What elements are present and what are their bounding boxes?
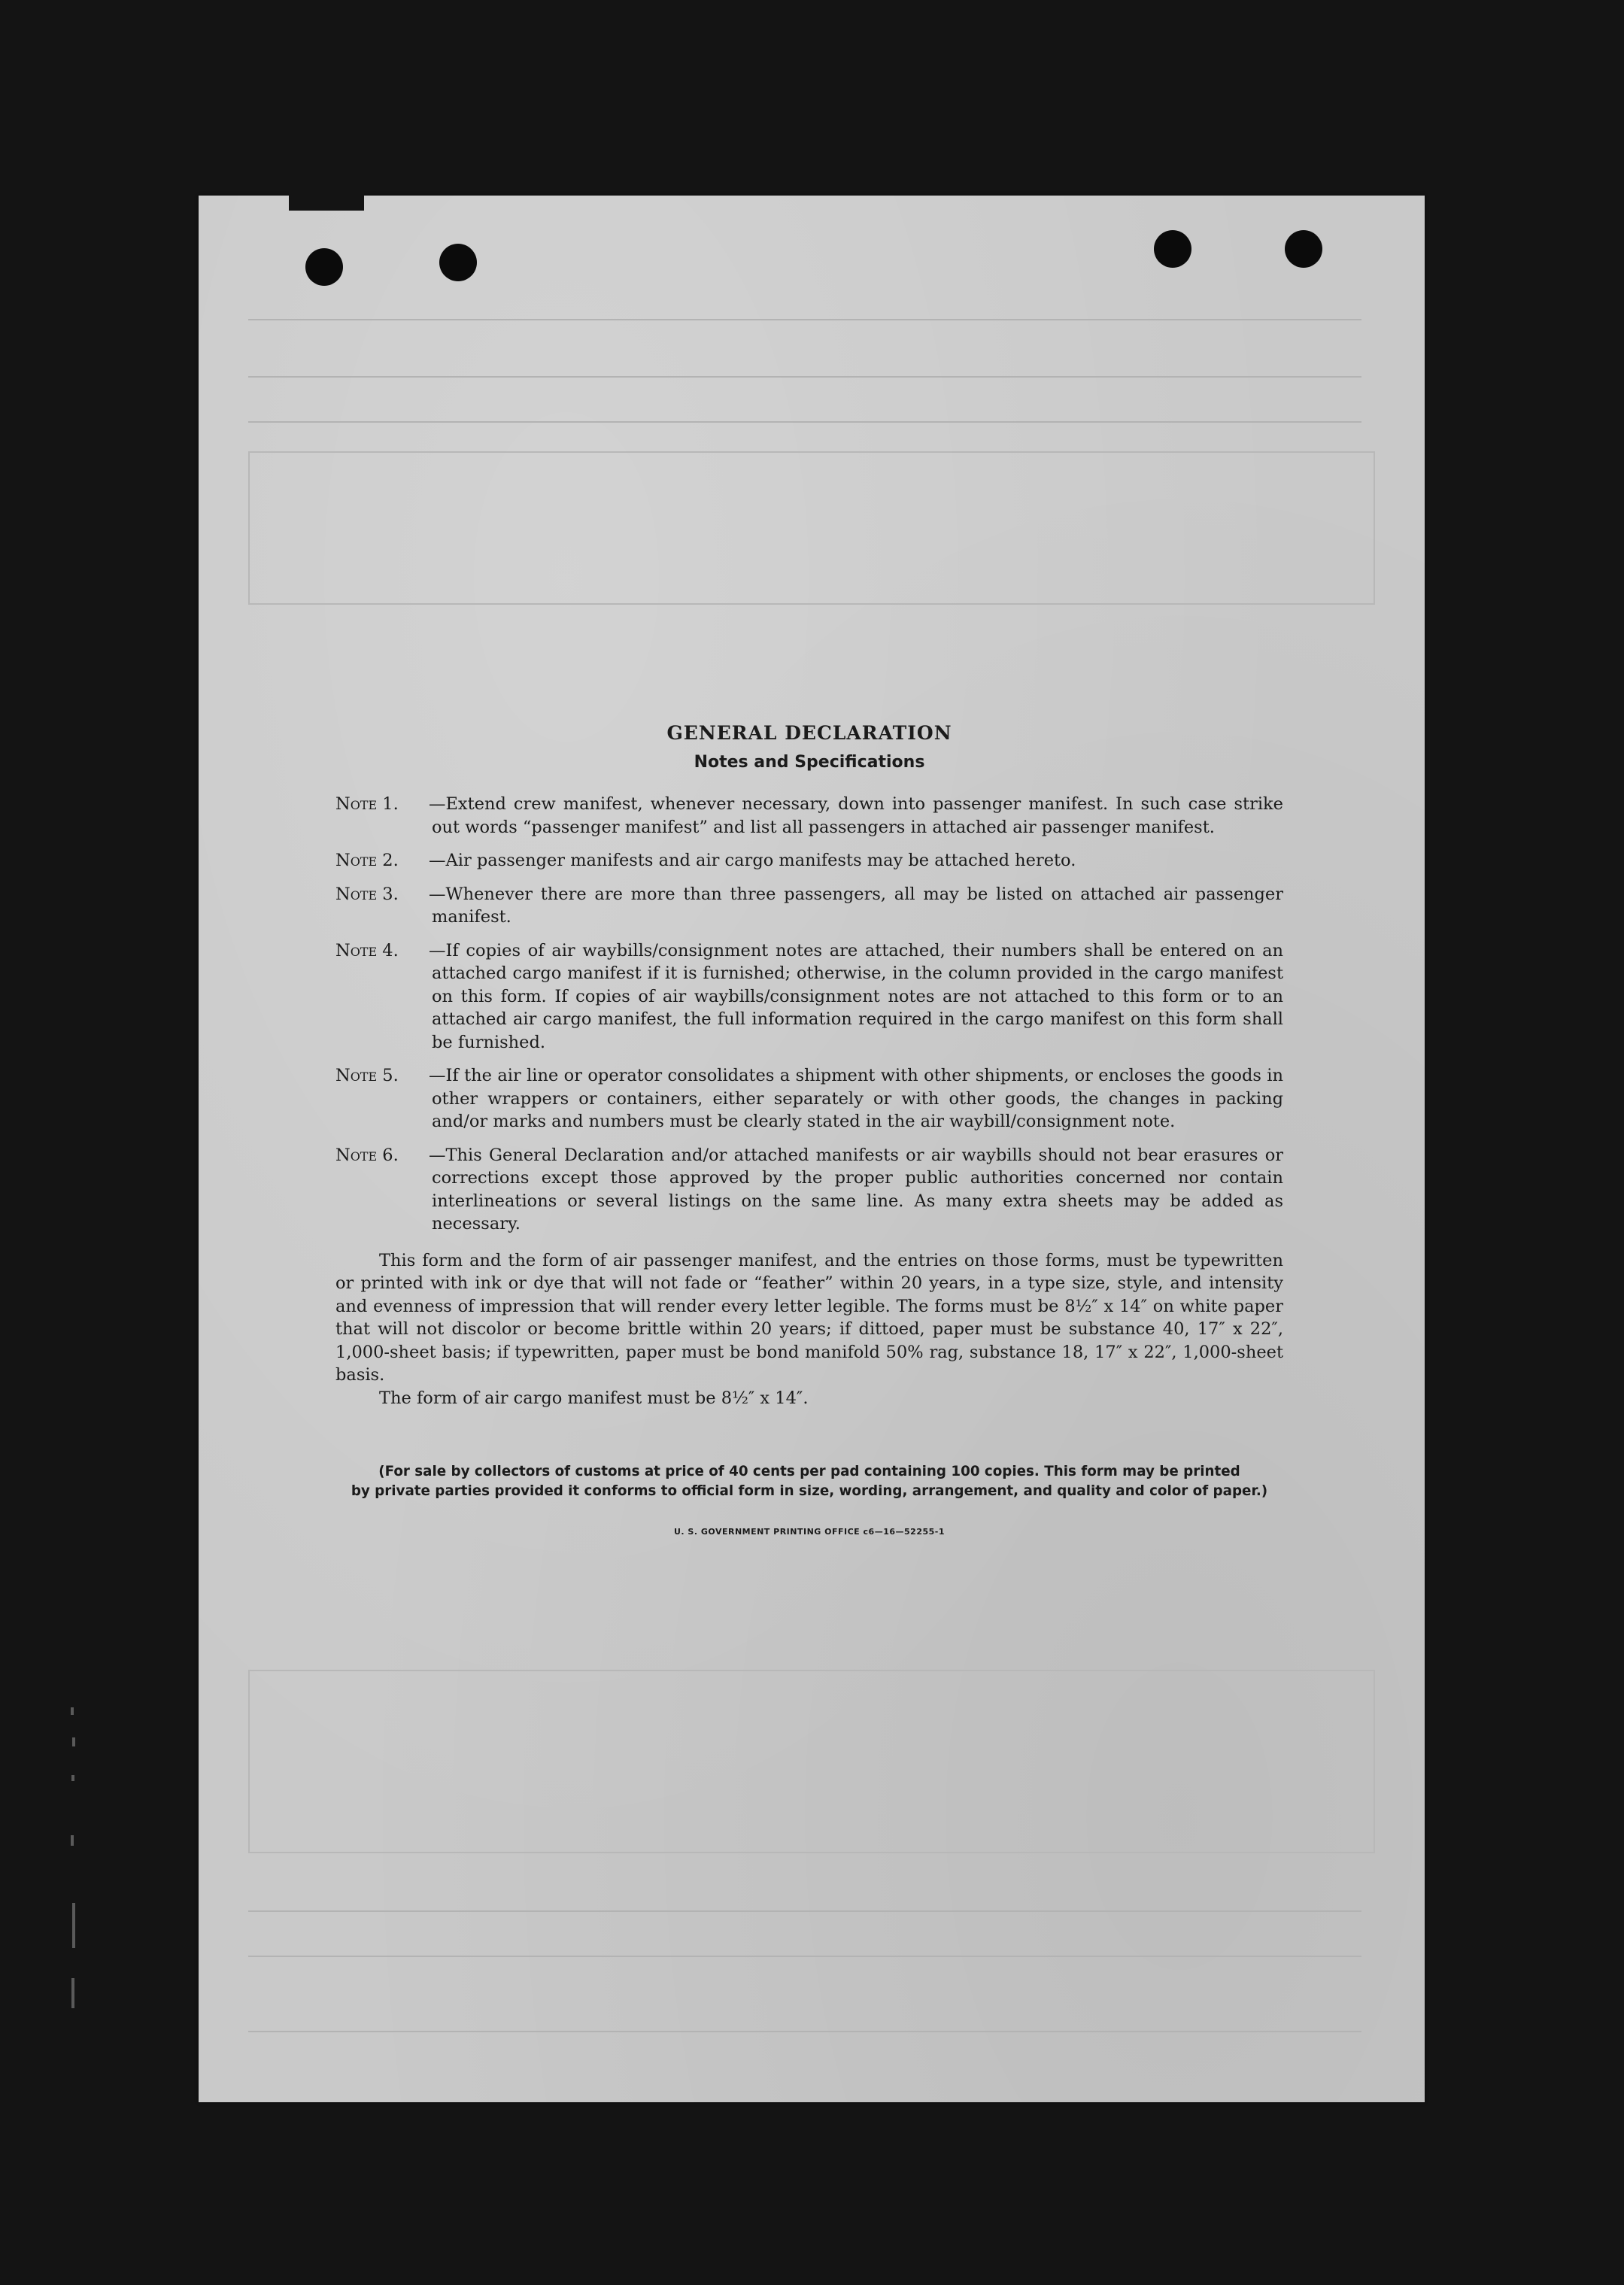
scratch-mark [72,1737,75,1746]
sale-notice-line: (For sale by collectors of customs at price of 40 cents per pad containing 100 copies. This form may be printed [378,1464,1240,1479]
film-scratch-marks [60,1707,90,2083]
note-text: —This General Declaration and/or attached manifests or air waybills should not bear erasures or corrections except those approved by the proper public authorities concerned nor contain interlineations or several listings on the same line. As many extra sheets may be added as necessary. [429,1145,1283,1234]
note-text: —Air passenger manifests and air cargo manifests may be attached hereto. [429,851,1076,870]
note-label: Note 6. [335,1145,399,1165]
form-specification-paragraph: This form and the form of air passenger manifest, and the entries on those forms, must be typewritten or printed with ink or dye that will not fade or “feather” within 20 years, in a type size, style, and intensity and evenness of impression that will render every letter legible. The forms must be 8½″ x 14″ on white paper that will not discolor or become brittle within 20 years; if dittoed, paper must be substance 40, 17″ x 22″, 1,000-sheet basis; if typewritten, paper must be bond manifold 50% rag, substance 18, 17″ x 22″, 1,000-sheet basis. [335,1250,1283,1385]
bleed-through-rule [248,319,1361,320]
paper-tab-shadow [289,188,364,211]
cargo-manifest-size-paragraph: The form of air cargo manifest must be 8½″ x 14″. [379,1388,809,1408]
printer-imprint: U. S. GOVERNMENT PRINTING OFFICE c6—16—52255-1 [673,1527,945,1537]
punch-hole [439,244,477,281]
sale-notice-line: by private parties provided it conforms to official form in size, wording, arrangement, and quality and color of paper.) [351,1483,1268,1499]
scratch-mark [71,1978,74,2008]
note-text: —Extend crew manifest, whenever necessary, down into passenger manifest. In such case strike out words “passenger manifest” and list all passengers in attached air passenger manifest. [429,794,1283,837]
bleed-through-rule [248,421,1361,423]
note-1 [335,793,1283,839]
bleed-through-table [248,451,1375,605]
note-label: Note 2. [335,851,399,870]
note-label: Note 3. [335,884,399,904]
bleed-through-table [248,1670,1375,1853]
note-3 [335,883,1283,929]
sale-notice [335,1462,1283,1501]
note-text: —If the air line or operator consolidates a shipment with other shipments, or encloses the goods in other wrappers or containers, either separately or with other goods, the changes in packing and/or marks and numbers must be clearly stated in the air waybill/consignment note. [429,1066,1283,1131]
scratch-mark [71,1707,74,1715]
note-4 [335,939,1283,1054]
note-label: Note 5. [335,1066,399,1085]
bleed-through-rule [248,1956,1361,1957]
bleed-through-rule [248,1910,1361,1912]
note-text: —Whenever there are more than three passengers, all may be listed on attached air passenger manifest. [429,884,1283,927]
scratch-mark [71,1835,74,1846]
declaration-notes [335,722,1283,1537]
note-5 [335,1064,1283,1133]
note-6 [335,1144,1283,1236]
punch-hole [1154,230,1191,268]
document-title: GENERAL DECLARATION [666,722,952,744]
document-subtitle: Notes and Specifications [694,753,925,772]
bleed-through-rule [248,376,1361,378]
note-label: Note 4. [335,940,399,960]
bleed-through-rule [248,2031,1361,2032]
scratch-mark [72,1903,75,1948]
note-2 [335,849,1283,872]
note-text: —If copies of air waybills/consignment notes are attached, their numbers shall be entered on an attached cargo manifest if it is furnished; otherwise, in the column provided in the cargo manifest on this form. If copies of air waybills/consignment notes are not attached to this form or to an attached air cargo manifest, the full information required in the cargo manifest on this form shall be furnished. [429,940,1283,1052]
punch-hole [1285,230,1322,268]
punch-hole [305,248,343,286]
scratch-mark [71,1775,74,1781]
note-label: Note 1. [335,794,399,814]
